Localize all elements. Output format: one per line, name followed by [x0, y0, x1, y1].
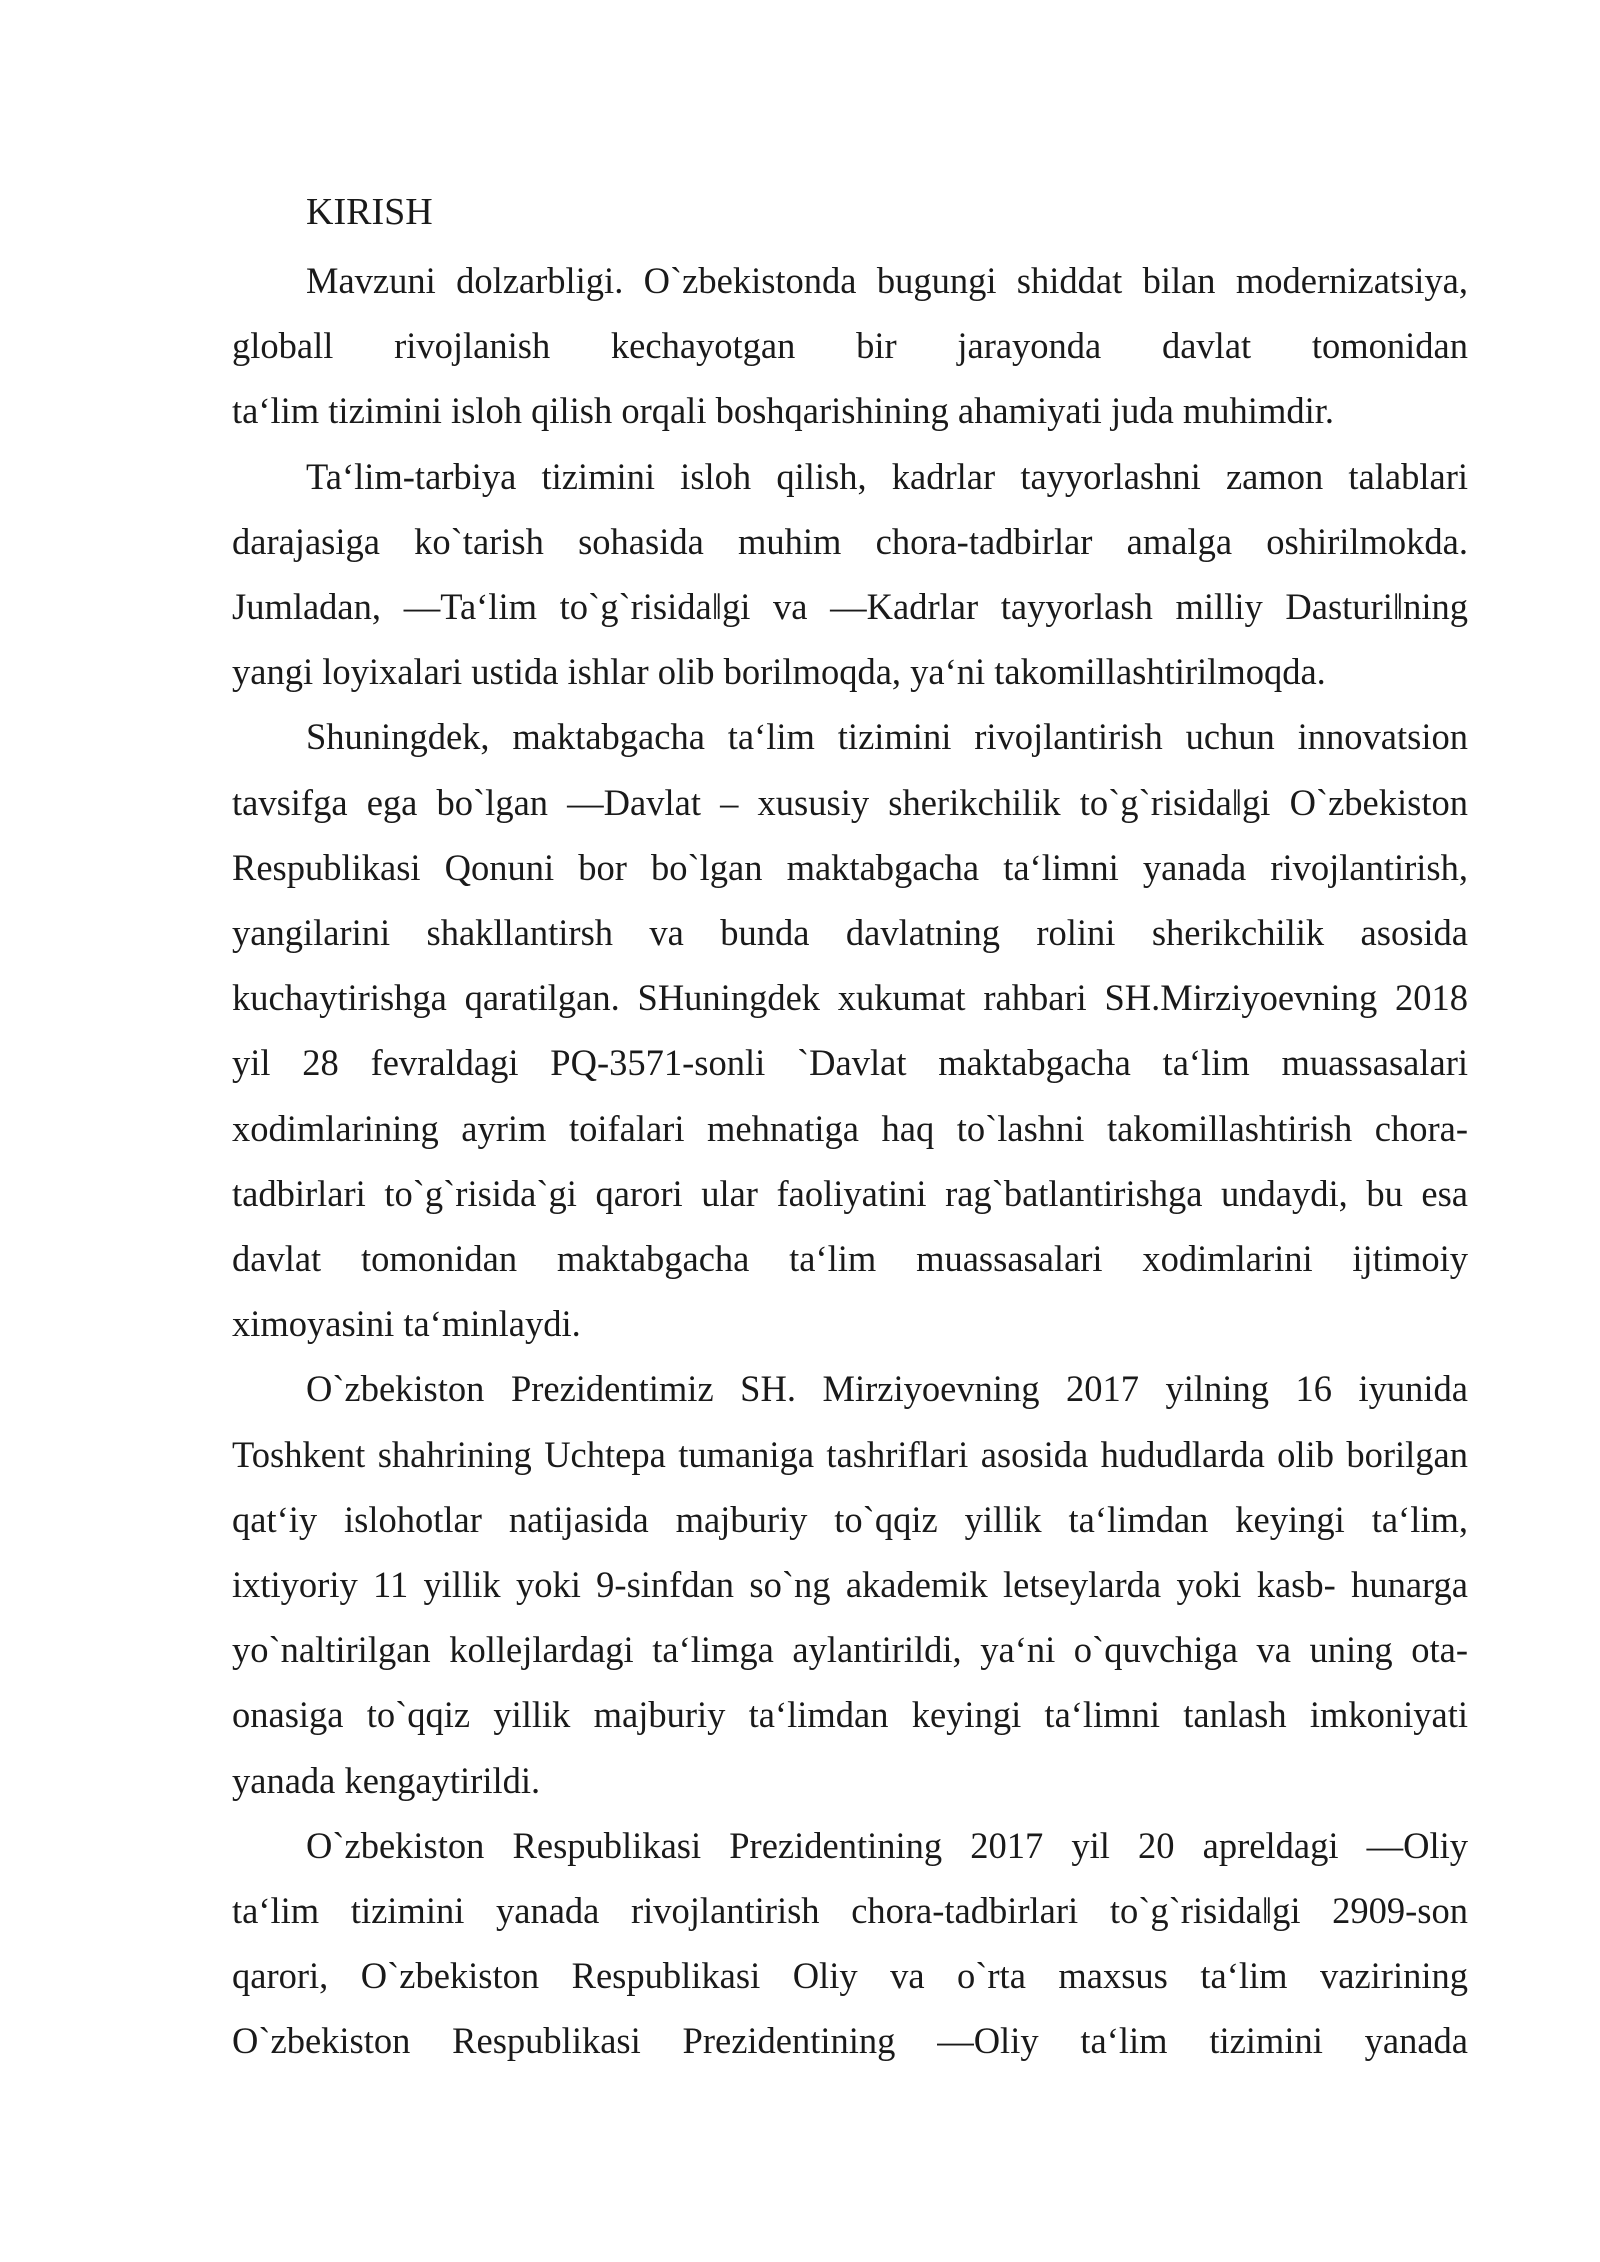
text-line: darajasiga ko`tarish sohasida muhim chora-tadbirlar amalga oshirilmokda.	[232, 520, 1468, 562]
text-line: O`zbekiston Respublikasi Prezidentining ―Oliy ta‘lim tizimini yanada	[232, 2020, 1468, 2062]
paragraph	[232, 1813, 1468, 2074]
paragraph	[232, 1356, 1468, 1812]
paragraph	[232, 704, 1468, 1356]
text-line: Ta‘lim-tarbiya tizimini isloh qilish, kadrlar tayyorlashni zamon talablari	[306, 455, 1468, 497]
text-line: xodimlarining ayrim toifalari mehnatiga haq to`lashni takomillashtirish chora-	[232, 1107, 1468, 1149]
text-line: tadbirlari to`g`risida`gi qarori ular faoliyatini rag`batlantirishga undaydi, bu esa	[232, 1172, 1468, 1214]
text-line: ixtiyoriy 11 yillik yoki 9-sinfdan so`ng akademik letseylarda yoki kasb- hunarga	[232, 1564, 1468, 1606]
text-line: ta‘lim tizimini isloh qilish orqali boshqarishining ahamiyati juda muhimdir.	[232, 390, 1334, 432]
section-heading: KIRISH	[306, 191, 433, 233]
text-line: Shuningdek, maktabgacha ta‘lim tizimini rivojlantirish uchun innovatsion	[306, 716, 1468, 758]
text-line: O`zbekiston Prezidentimiz SH. Mirziyoevning 2017 yilning 16 iyunida	[306, 1368, 1468, 1410]
paragraph	[232, 248, 1468, 444]
text-line: yangi loyixalari ustida ishlar olib borilmoqda, ya‘ni takomillashtirilmoqda.	[232, 651, 1326, 693]
text-line: tavsifga ega bo`lgan ―Davlat – xususiy sherikchilik to`g`risida‖gi O`zbekiston	[232, 781, 1468, 823]
text-line: Mavzuni dolzarbligi. O`zbekistonda bugungi shiddat bilan modernizatsiya,	[306, 260, 1468, 301]
text-line: davlat tomonidan maktabgacha ta‘lim muassasalari xodimlarini ijtimoiy	[232, 1238, 1468, 1280]
text-line: globall rivojlanish kechayotgan bir jarayonda davlat tomonidan	[232, 325, 1468, 367]
text-line: yil 28 fevraldagi PQ-3571-sonli `Davlat maktabgacha ta‘lim muassasalari	[232, 1042, 1468, 1084]
text-line: qarori, O`zbekiston Respublikasi Oliy va o`rta maxsus ta‘lim vazirining	[232, 1955, 1468, 1997]
text-line: O`zbekiston Respublikasi Prezidentining 2017 yil 20 apreldagi ―Oliy	[306, 1824, 1468, 1866]
paragraph	[232, 444, 1468, 705]
text-line: onasiga to`qqiz yillik majburiy ta‘limdan keyingi ta‘limni tanlash imkoniyati	[232, 1694, 1468, 1736]
document-body	[232, 248, 1468, 2074]
text-line: qat‘iy islohotlar natijasida majburiy to`qqiz yillik ta‘limdan keyingi ta‘lim,	[232, 1498, 1468, 1540]
text-line: yo`naltirilgan kollejlardagi ta‘limga aylantirildi, ya‘ni o`quvchiga va uning ota-	[232, 1629, 1468, 1671]
text-line: ta‘lim tizimini yanada rivojlantirish chora-tadbirlari to`g`risida‖gi 2909-son	[232, 1890, 1468, 1932]
text-line: Respublikasi Qonuni bor bo`lgan maktabgacha ta‘limni yanada rivojlantirish,	[232, 846, 1468, 888]
text-line: yangilarini shakllantirsh va bunda davlatning rolini sherikchilik asosida	[232, 912, 1468, 954]
text-line: kuchaytirishga qaratilgan. SHuningdek xukumat rahbari SH.Mirziyoevning 2018	[232, 977, 1468, 1019]
text-line: ximoyasini ta‘minlaydi.	[232, 1303, 581, 1345]
text-line: Jumladan, ―Ta‘lim to`g`risida‖gi va ―Kadrlar tayyorlash milliy Dasturi‖ning	[232, 586, 1468, 628]
text-line: Toshkent shahrining Uchtepa tumaniga tashriflari asosida hududlarda olib borilgan	[232, 1433, 1468, 1475]
text-line: yanada kengaytirildi.	[232, 1759, 541, 1801]
